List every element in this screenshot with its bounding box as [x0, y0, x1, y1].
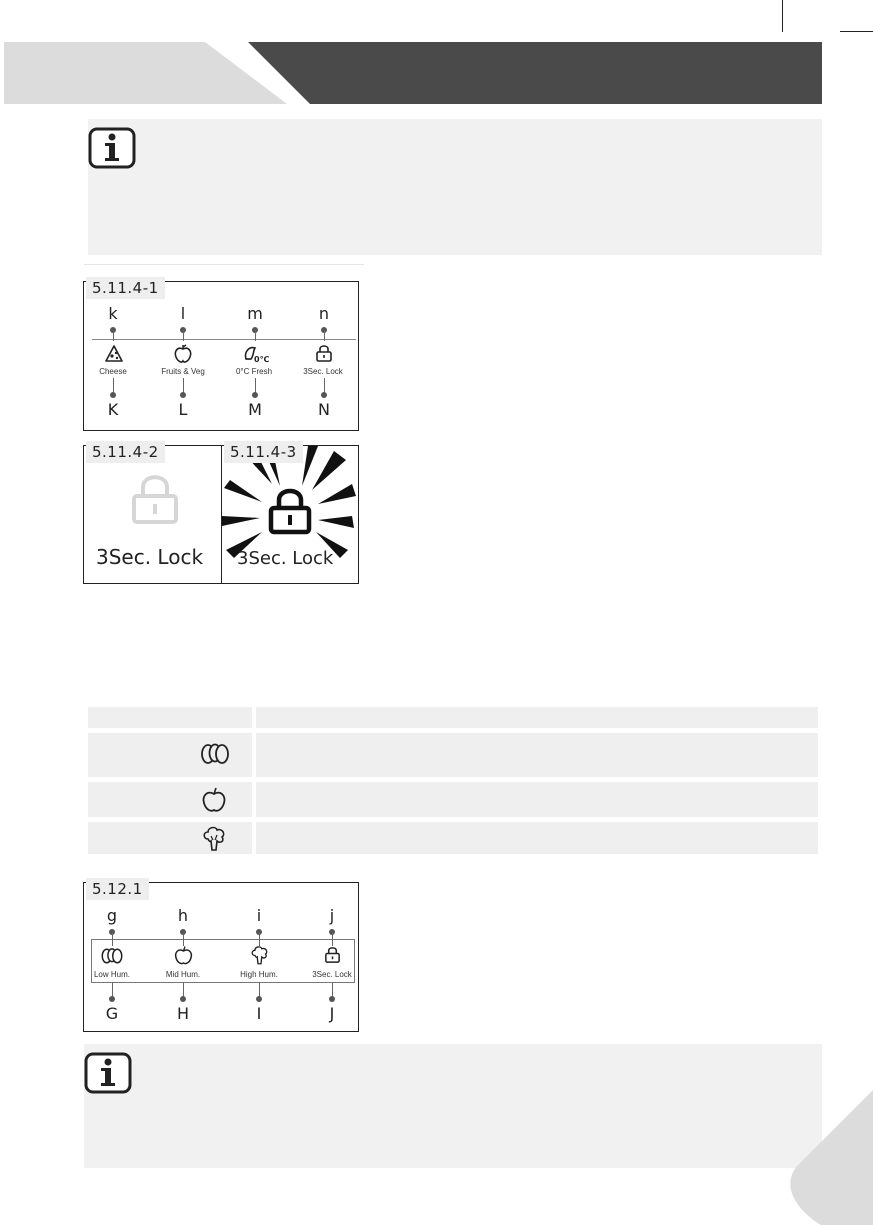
- pointer-dot: [180, 996, 186, 1002]
- top-letter: g: [106, 906, 118, 925]
- pointer-line: [113, 330, 114, 341]
- bottom-letter: J: [329, 1004, 335, 1023]
- table-row: [88, 782, 818, 817]
- icon-caption: 3Sec. Lock: [303, 367, 343, 376]
- apple-icon: [173, 945, 194, 966]
- pointer-dot: [321, 392, 327, 398]
- bottom-letter: K: [107, 400, 119, 419]
- top-letter: j: [329, 906, 335, 925]
- top-letter: n: [318, 304, 330, 323]
- lock-icon: [323, 945, 342, 964]
- pointer-line: [259, 932, 260, 946]
- crop-mark: [840, 31, 873, 32]
- top-letter: m: [247, 304, 263, 323]
- top-letter: l: [180, 304, 186, 323]
- bottom-letter: L: [178, 400, 188, 419]
- panel-line: [92, 339, 356, 340]
- bottom-letter: H: [176, 1004, 190, 1023]
- top-letter: i: [256, 906, 262, 925]
- fresh-icon: [242, 343, 270, 365]
- icon-caption: Cheese: [99, 367, 127, 376]
- page-corner-tab: [786, 1090, 873, 1225]
- bottom-letter: I: [256, 1004, 262, 1023]
- pointer-dot: [109, 996, 115, 1002]
- bottom-letter: G: [105, 1004, 119, 1023]
- pointer-dot: [110, 392, 116, 398]
- lock-label: 3Sec. Lock: [96, 545, 204, 569]
- fruit-icon: [172, 343, 194, 365]
- pointer-dot: [329, 996, 335, 1002]
- icon-caption: High Hum.: [240, 970, 278, 979]
- apple-icon: [200, 786, 228, 814]
- figure-label: 5.12.1: [86, 878, 149, 900]
- figure-label: 5.11.4-3: [224, 441, 303, 463]
- figure-label: 5.11.4-2: [86, 441, 165, 463]
- pointer-dot: [256, 996, 262, 1002]
- header-banner: [0, 40, 873, 106]
- pointer-line: [112, 932, 113, 946]
- pointer-line: [332, 932, 333, 946]
- eggs-icon: [199, 741, 231, 767]
- column-divider: [252, 707, 256, 854]
- pointer-line: [183, 932, 184, 946]
- cheese-icon: [103, 343, 125, 365]
- separator-line: [84, 264, 364, 265]
- lock-icon: [266, 486, 314, 536]
- table-header-row: [88, 707, 818, 728]
- lock-label: 3Sec. Lock: [237, 548, 334, 569]
- info-note-box: [84, 1044, 822, 1168]
- lock-icon: [128, 472, 182, 526]
- info-icon: [88, 127, 136, 169]
- top-letter: k: [108, 304, 118, 323]
- svg-text:0℃: 0℃: [254, 355, 270, 364]
- broccoli-icon: [249, 945, 270, 966]
- info-note-box: [88, 119, 822, 255]
- icon-caption: 0°C Fresh: [235, 367, 273, 376]
- info-icon: [84, 1052, 132, 1094]
- icon-caption: Fruits & Veg: [161, 367, 205, 376]
- icon-caption: 3Sec. Lock: [312, 970, 352, 979]
- table-row: [88, 822, 818, 854]
- icon-caption: Low Hum.: [93, 970, 130, 979]
- pointer-line: [183, 330, 184, 341]
- bottom-letter: M: [248, 400, 262, 419]
- icon-caption: Mid Hum.: [165, 970, 201, 979]
- crop-mark: [782, 0, 783, 32]
- eggs-icon: [100, 946, 124, 966]
- figure-label: 5.11.4-1: [86, 277, 165, 299]
- pointer-dot: [252, 392, 258, 398]
- top-letter: h: [177, 906, 189, 925]
- bottom-letter: N: [318, 400, 330, 419]
- pointer-dot: [180, 392, 186, 398]
- broccoli-icon: [200, 825, 228, 853]
- pointer-line: [324, 330, 325, 341]
- pointer-line: [255, 330, 256, 341]
- table-row: [88, 733, 818, 777]
- lock-icon: [314, 343, 334, 363]
